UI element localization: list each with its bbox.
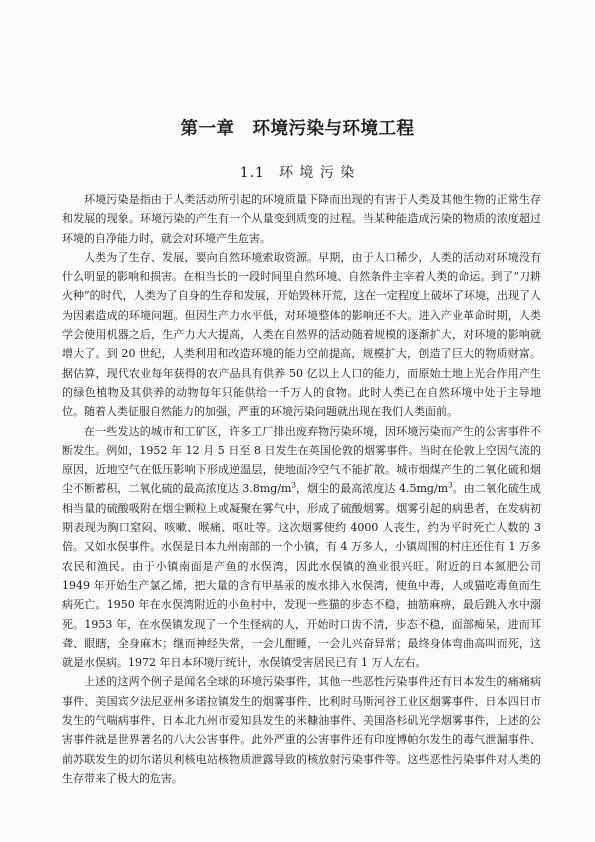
paragraph: 上述的这两个例子是闻名全球的环境污染事件，其他一些恶性污染事件还有日本发生的痛痛病事件、美国宾夕法尼亚州多诺拉镇发生的烟雾事件、比利时马斯河谷工业区烟雾事件、日本四日市发生的气喘病事件、日本北九州市爱知县发生的米糠油事件、美国洛杉矶光学烟雾事件，上述的公害事件就是世界著名的八大公害事件。此外严重的公害事件还有印度博帕尔发生的毒气泄漏事件、前苏联发生的切尔诺贝利核电站核物质泄露导致的核放射污染事件等。这些恶性污染事件对人类的生存带来了极大的危害。: [62, 675, 541, 785]
body-text: [62, 190, 541, 788]
paragraph: [62, 422, 541, 673]
chapter-number: 第一章: [180, 119, 235, 139]
superscript: 3: [291, 481, 296, 490]
paragraph-text: 在一些发达的城市和工矿区，许多工厂排出废弃物污染环境，因环境污染而产生的公害事件不断发生。例如，1952 年 12 月 5 日至 8 日发生在英国伦敦的烟雾事件。当时在伦敦上空因气流的原因，近地空气在低压影响下形成逆温层，使地面冷空气不能扩散。城市烟煤产生的二氧化硫和烟尘不断蓄积，二氧化硫的最高浓度达 3.8mg/m: [62, 424, 541, 496]
paragraph-text: ，烟尘的最高浓度达 4.5mg/m: [295, 482, 449, 496]
section-title: 环 境 污 染: [278, 165, 356, 181]
paragraph: 环境污染是指由于人类活动所引起的环境质量下降而出现的有害于人类及其他生物的正常生存和发展的现象。环境污染的产生有一个从量变到质变的过程。当某种能造成污染的物质的浓度超过环境的自净能力时，就会对环境产生危害。: [62, 193, 541, 245]
section-heading: [0, 162, 595, 182]
superscript: 3: [448, 481, 453, 490]
chapter-title: 环境污染与环境工程: [252, 119, 415, 139]
section-number: 1.1: [239, 165, 265, 181]
chapter-heading: [0, 115, 595, 140]
paragraph: 人类为了生存、发展，要向自然环境索取资源。早期，由于人口稀少，人类的活动对环境没有什么明显的影响和损害。在相当长的一段时间里自然环境、自然条件主宰着人类的命运。到了“刀耕火种”的时代，人类为了自身的生存和发展，开始毁林开荒，这在一定程度上破坏了环境，出现了人为因素造成的环境问题。但因生产力水平低，对环境整体的影响还不大。进入产业革命时期，人类学会使用机器之后，生产力大大提高，人类在自然界的活动随着规模的逐渐扩大，对环境的影响就增大了。到 20 世纪，人类利用和改造环境的能力空前提高，规模扩大，创造了巨大的物质财富。据估算，现代农业每年获得的农产品具有供养 50 亿以上人口的能力，而原始土地上光合作用产生的绿色植物及其供养的动物每年只能供给一千万人的食物。此时人类已在自然环境中处于主导地位。随着人类征服自然能力的加强，严重的环境污染问题就出现在我们人类面前。: [62, 250, 541, 419]
paragraph-text: 。由二氧化硫生成相当量的硫酸吸附在烟尘颗粒上或凝聚在雾气中，形成了硫酸烟雾。烟雾引起的病患者，在发病初期表现为胸口窒闷、咳嗽、喉痛、呕吐等。这次烟雾使约 4000 人丧生，约为平时死亡人数的 3 倍。又如水俣事件。水俣是日本九州南部的一个小镇，有 4 万多人，小镇周围的村庄还住有 1 万多农民和渔民。由于小镇南面是产鱼的水俣湾，因此水俣镇的渔业很兴旺。附近的日本氮肥公司 1949 年开始生产氯乙烯，把大量的含有甲基汞的废水排入水俣湾，使鱼中毒，人或猫吃毒鱼而生病死亡。1950 年在水俣湾附近的小鱼村中，发现一些猫的步态不稳，抽筋麻痹，最后跳入水中溺死。1953 年，在水俣镇发现了一个生怪病的人，开始时口齿不清，步态不稳，面部痴呆，进而耳聋、眼瞎，全身麻木；继而神经失常，一会儿酣睡，一会儿兴奋异常；最终身体弯曲高叫而死，这就是水俣病。1972 年日本环境厅统计，水俣镇受害居民已有 1 万人左右。: [62, 482, 541, 670]
